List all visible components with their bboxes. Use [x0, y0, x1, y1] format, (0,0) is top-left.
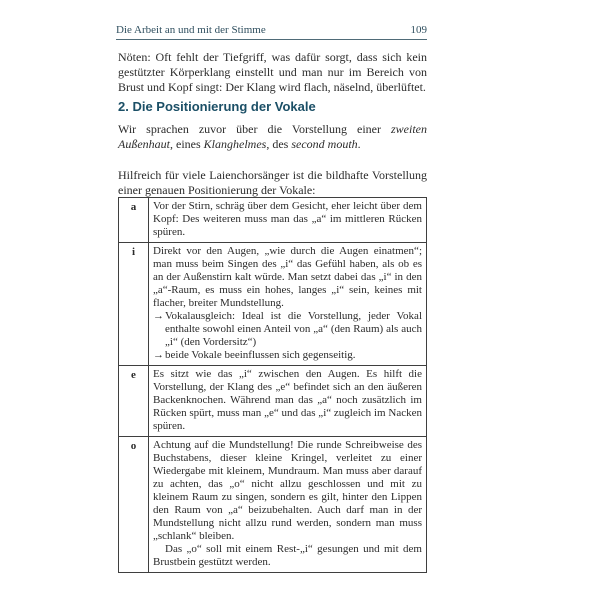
- description-cell: Es sitzt wie das „i“ zwischen den Augen. Es hilft die Vorstellung, der Klang des „e“ befindet sich an den äußeren Backenknochen. Während man das „a“ noch zusätzlich im Rücken spürt, muss man „e“ und das „i“ zugleich im Nacken spüren.: [149, 366, 427, 437]
- description-cell: [149, 243, 427, 366]
- table-row: [119, 366, 427, 437]
- paragraph-italic-term: Klanghelmes: [203, 137, 267, 151]
- description-text: Achtung auf die Mundstellung! Die runde Schreibweise des Buchstabens, dieser kleine Kringel, verleitet zu einer Wiedergabe mit kleinem, Mundraum. Man muss aber darauf zu achten, das „o“ nicht allzu geschlossen und mit zu kleinem Raum zu singen, sondern es gilt, hinter den Lippen den Raum von „a“ beizubehalten. Auch darf man in der Mundstellung nicht allzu rund werden, sondern man muss „schlank“ bleiben.: [153, 439, 422, 542]
- vowel-cell: e: [119, 366, 149, 437]
- vowel-cell: a: [119, 198, 149, 243]
- paragraph-italic-term: zweiten Außenhaut: [118, 122, 427, 151]
- arrow-icon: →: [153, 349, 164, 361]
- paragraph-text: Wir sprachen zuvor über die Vorstellung einer: [118, 122, 391, 136]
- note-line: [153, 310, 422, 349]
- table-row: [119, 198, 427, 243]
- paragraph-italic-term: second mouth: [291, 137, 358, 151]
- note-text: Vokalausgleich: Ideal ist die Vorstellung, jeder Vokal enthalte sowohl einen Anteil von „a“ (den Raum) als auch „i“ (den Vordersitz“): [165, 310, 422, 348]
- running-head-rule: [116, 39, 427, 40]
- paragraph-text: , des: [266, 137, 292, 151]
- paragraph-intro: Nöten: Oft fehlt der Tiefgriff, was dafür sorgt, dass sich kein gestützter Körperklang einstellt und man nur im Bereich von Brust und Kopf singt: Der Klang wird flach, näselnd, überlüftet.: [118, 50, 427, 94]
- section-heading: 2. Die Positionierung der Vokale: [118, 99, 316, 114]
- table-row: [119, 437, 427, 573]
- paragraph-text: , eines: [170, 137, 204, 151]
- paragraph-table-intro: Hilfreich für viele Laienchorsänger ist die bildhafte Vorstellung einer genauen Positionierung der Vokale:: [118, 168, 427, 197]
- vowel-cell: o: [119, 437, 149, 573]
- paragraph-text: .: [357, 137, 361, 151]
- running-head-title: Die Arbeit an und mit der Stimme: [116, 24, 266, 36]
- running-head: [116, 24, 427, 40]
- note-text: beide Vokale beeinflussen sich gegenseitig.: [165, 349, 356, 361]
- paragraph-second-mouth: [118, 122, 427, 152]
- table-row: [119, 243, 427, 366]
- vowel-cell: i: [119, 243, 149, 366]
- note-line: [153, 349, 422, 362]
- page-number: 109: [410, 24, 427, 36]
- description-cell: [149, 437, 427, 573]
- description-text-continued: Das „o“ soll mit einem Rest-„i“ gesungen und mit dem Brustbein gestützt werden.: [153, 543, 422, 568]
- description-text: Direkt vor den Augen, „wie durch die Augen einatmen“; man muss beim Singen des „i“ das Gefühl haben, als ob es an der Außenstirn kalt würde. Man setzt dabei das „i“ in den „a“-Raum, es muss ein hohes, langes „i“ sein, keines mit flacher, breiter Mundstellung.: [153, 245, 422, 309]
- description-cell: Vor der Stirn, schräg über dem Gesicht, eher leicht über dem Kopf: Des weiteren muss man das „a“ im mittleren Rücken spüren.: [149, 198, 427, 243]
- vowel-table: [118, 197, 427, 573]
- arrow-icon: →: [153, 310, 164, 322]
